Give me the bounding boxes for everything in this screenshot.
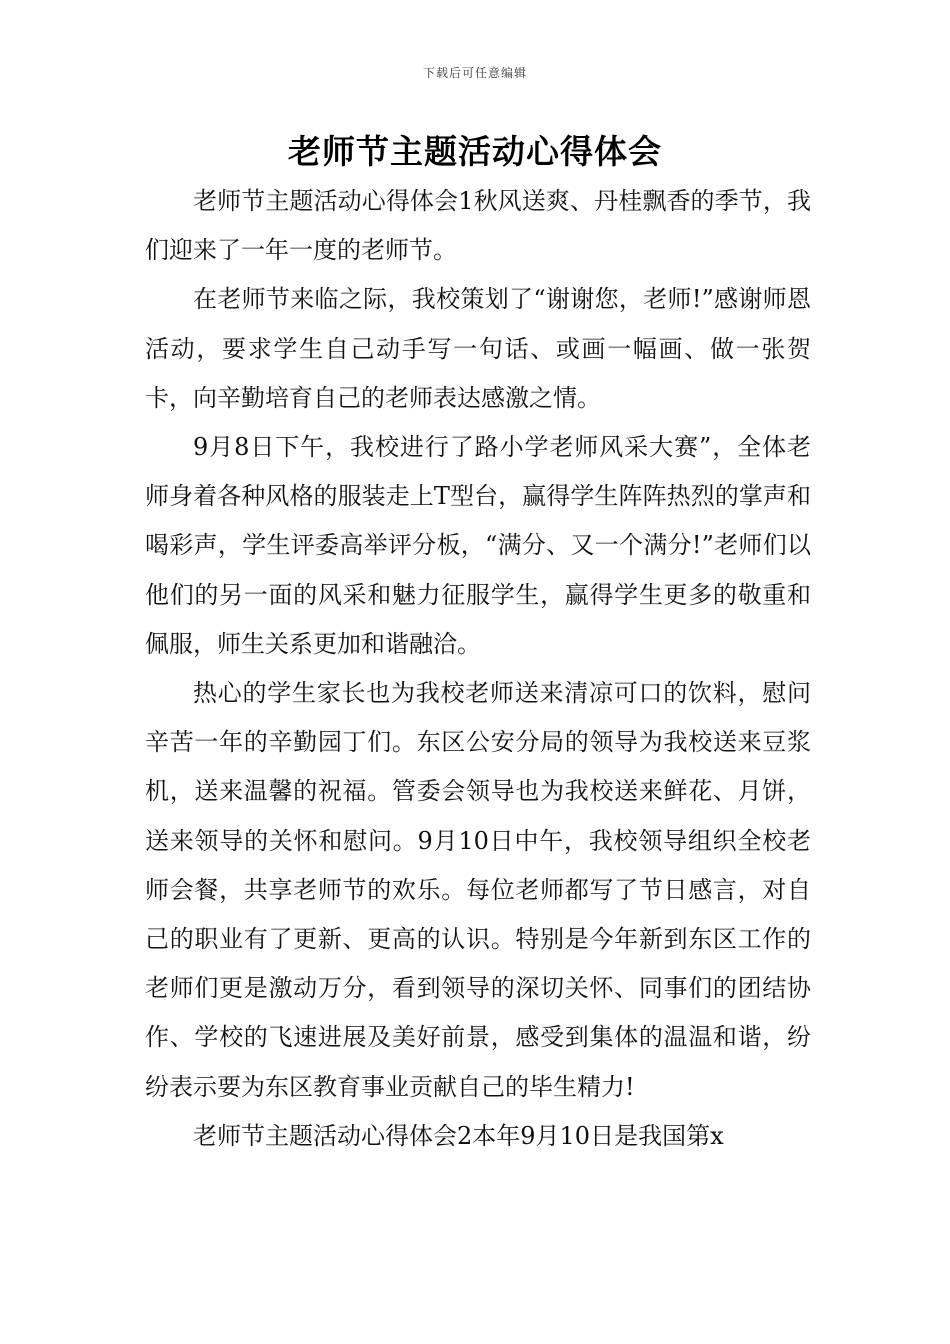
header-note: 下载后可任意编辑 — [422, 66, 527, 80]
document-title: 老师节主题活动心得体会 — [288, 132, 662, 171]
paragraph-4: 热心的学生家长也为我校老师送来清凉可口的饮料，慰问辛苦一年的辛勤园丁们。东区公安分局的领导为我校送来豆浆机，送来温馨的祝福。管委会领导也为我校送来鲜花、月饼，送来领导的关怀和慰问。9月10日中午，我校领导组织全校老师会餐，共享老师节的欢乐。每位老师都写了节日感言，对自己的职业有了更新、更高的认识。特别是今年新到东区工作的老师们更是激动万分，看到领导的深切关怀、同事们的团结协作、学校的飞速进展及美好前景，感受到集体的温温和谐，纷纷表示要为东区教育事业贡献自己的毕生精力! — [145, 679, 811, 1101]
paragraph-5: 老师节主题活动心得体会2本年9月10日是我国第x — [193, 1121, 724, 1150]
paragraph-1: 老师节主题活动心得体会1秋风送爽、丹桂飘香的季节，我们迎来了一年一度的老师节。 — [145, 187, 811, 265]
document-body — [145, 177, 811, 1161]
paragraph-3: 9月8日下午，我校进行了路小学老师风采大赛”，全体老师身着各种风格的服装走上T型台，赢得学生阵阵热烈的掌声和喝彩声，学生评委高举评分板，“满分、又一个满分!”老师们以他们的另一面的风采和魅力征服学生，赢得学生更多的敬重和佩服，师生关系更加和谐融洽。 — [145, 433, 811, 658]
paragraph-2: 在老师节来临之际，我校策划了“谢谢您，老师!”感谢师恩活动，要求学生自己动手写一句话、或画一幅画、做一张贺卡，向辛勤培育自己的老师表达感激之情。 — [145, 285, 811, 412]
